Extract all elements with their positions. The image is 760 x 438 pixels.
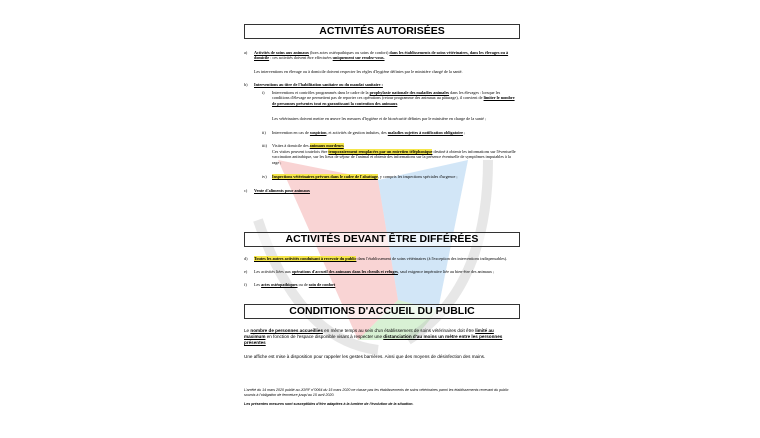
reception-paragraph: Le nombre de personnes accueillies en même temps au sein d'un établissement de soins vétérinaires doit être limité au maximum en fonction de l'espace disponible visant à respecter une distanciation d'au moins un mètre entre les personnes présentes — [244, 328, 503, 345]
item-b-ii: Intervention en cas de suspicion, et activités de gestion induites, des maladies sujettes à notification obligatoire ; — [272, 130, 466, 135]
item-letter: f) — [244, 282, 247, 287]
sub-num: i) — [262, 90, 265, 95]
item-letter: d) — [244, 256, 248, 261]
hygiene-paragraph: Une affiche est mise à disposition pour rappeler les gestes barrières. Ainsi que des moyens de désinfection des mains. — [244, 354, 486, 359]
document-page — [238, 10, 524, 430]
footer-disclaimer: Les présentes mesures sont susceptibles d'être adaptées à la lumière de l'évolution de la situation. — [244, 402, 414, 406]
item-b-iii-detail: Ces visites peuvent toutefois être temporairement remplacées par un entretien téléphonique destiné à obtenir les informations sur l'éventuelle vaccination antirabique, sur les lieux de séjour de l'animal et obtenir des informations sur la présence éventuelle de symptômes imputables à la rage ; — [272, 149, 516, 165]
item-e: Les activités liées aux opérations d'accueil des animaux dans les chenils et refuges, sauf exigence impérative liée au bien-être des animaux ; — [254, 269, 495, 274]
section-title-deferred: ACTIVITÉS DEVANT ÊTRE DIFFÉRÉES — [244, 232, 520, 247]
sub-num: ii) — [262, 130, 266, 135]
section-title-authorized: ACTIVITÉS AUTORISÉES — [244, 24, 520, 39]
item-b: Interventions au titre de l'habilitation sanitaire ou du mandat sanitaire : — [254, 82, 383, 87]
item-b-iv: Inspections vétérinaires prévues dans le cadre de l'abattage, y compris les inspections spéciales d'urgence ; — [272, 174, 458, 179]
item-letter: b) — [244, 82, 248, 87]
item-letter: c) — [244, 188, 248, 193]
item-letter: a) — [244, 50, 248, 55]
item-b-i: Interventions et contrôles programmés dans le cadre de la prophylaxie nationale des maladies animales dans les élevages : lorsque les conditions d'élevage ne permettent pas de reporter ces opérations (retour programme des animaux au pâturage), il convient de limiter le nombre de personnes présentes tout en garantissant la contention des animaux. — [272, 90, 515, 106]
item-letter: e) — [244, 269, 248, 274]
footer-legal-note: L'arrêté du 14 mars 2020 publié au JORF n°0064 du 15 mars 2020 ne classe pas les établissements de soins vétérinaires parmi les établissements recevant du public soumis à l'obligation de fermeture jusqu'au 15 avril 2020. — [244, 388, 509, 397]
section-title-public-reception: CONDITIONS D'ACCUEIL DU PUBLIC — [244, 304, 520, 319]
sub-num: iii) — [262, 143, 267, 148]
sub-num: iv) — [262, 174, 267, 179]
item-c: Vente d'aliments pour animaux — [254, 188, 310, 193]
item-b-i-note: Les vétérinaires doivent mettre en œuvre les mesures d'hygiène et de biosécurité définies par le ministère en charge de la santé ; — [272, 116, 487, 121]
item-a: Activités de soins aux animaux (hors actes ostéopathiques ou soins de confort) dans les établissements de soins vétérinaires, dans les élevages ou à domicile : ces activités doivent être effectuées uniquement sur rendez-vous. — [254, 50, 509, 61]
item-a-note: Les interventions en élevage ou à domicile doivent respecter les règles d'hygiène définies par le ministère chargé de la santé. — [254, 69, 463, 74]
item-b-iii: Visites à domicile des animaux mordeurs — [272, 143, 344, 148]
item-f: Les actes ostéopathiques ou de soin de confort — [254, 282, 336, 287]
item-d: Toutes les autres activités conduisant à recevoir du public dans l'établissement de soins vétérinaires (à l'exception des interventions indispensables). — [254, 256, 508, 261]
